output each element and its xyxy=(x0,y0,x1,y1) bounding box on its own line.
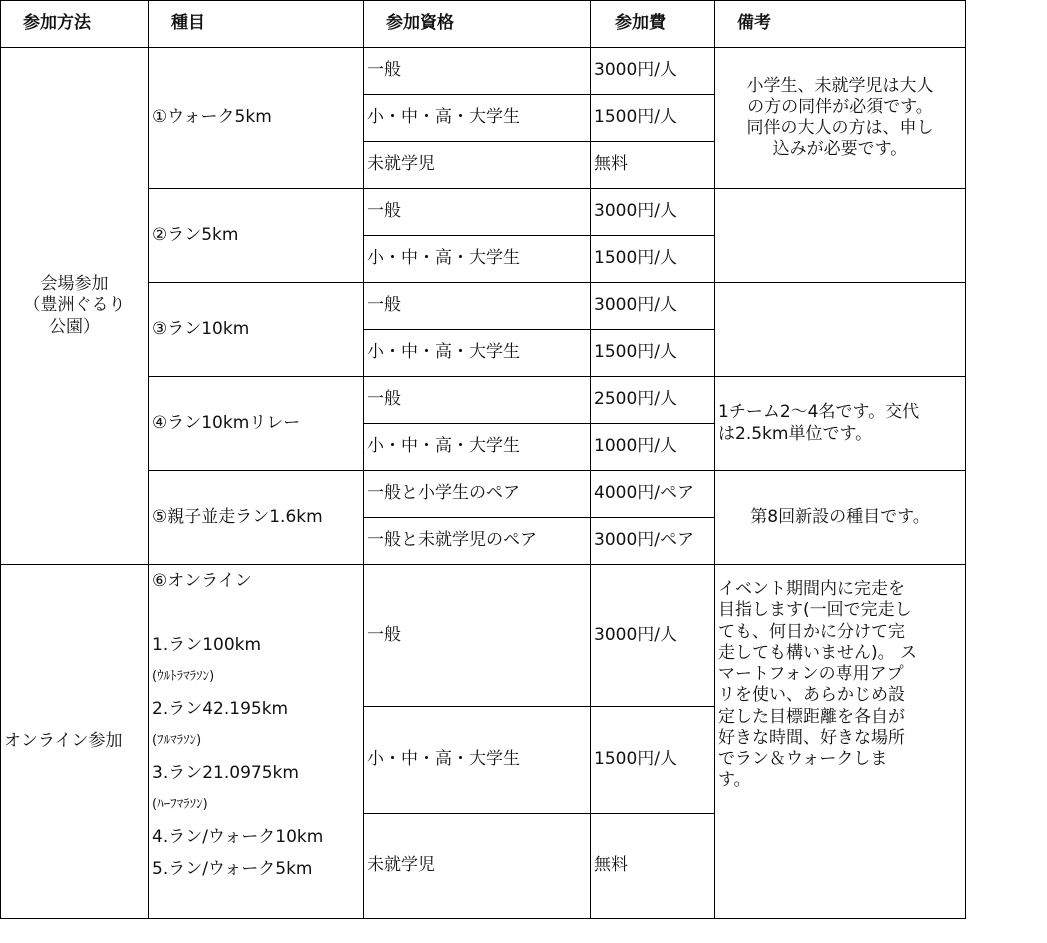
note-run5 xyxy=(715,189,966,283)
note-line: マートフォンの専用アプ xyxy=(718,664,904,684)
online-item: 2.ラン42.195km xyxy=(152,699,289,719)
note-line: イベント期間内に完走を xyxy=(718,579,905,599)
fee-cell: 1500円/人 xyxy=(591,95,715,142)
header-eligibility: 参加資格 xyxy=(364,1,591,48)
note-walk5 xyxy=(715,48,966,189)
fee-cell: 無料 xyxy=(591,142,715,189)
note-line: 好きな時間、好きな場所 xyxy=(718,727,905,748)
event-run5: ②ラン5km xyxy=(149,189,364,283)
eligibility-cell: 一般と未就学児のペア xyxy=(364,518,591,565)
fee-cell: 3000円/人 xyxy=(591,48,715,95)
header-event: 種目 xyxy=(149,1,364,48)
note-line: す。 xyxy=(718,770,751,791)
header-notes: 備考 xyxy=(715,1,966,48)
note-line: 小学生、未就学児は大人 xyxy=(746,75,934,96)
method-venue-line1: 会場参加 xyxy=(40,274,109,295)
online-item: 4.ラン/ウォーク10km xyxy=(152,827,324,847)
eligibility-cell: 一般 xyxy=(364,565,591,707)
eligibility-cell: 一般 xyxy=(364,48,591,95)
event-parent-child: ⑤親子並走ラン1.6km xyxy=(149,471,364,565)
online-item: 3.ラン21.0975km xyxy=(152,763,299,783)
fee-cell: 1000円/人 xyxy=(591,424,715,471)
eligibility-cell: 小・中・高・大学生 xyxy=(364,236,591,283)
note-line: は2.5km単位です。 xyxy=(718,423,873,444)
note-line: 同伴の大人の方は、申し xyxy=(746,118,934,138)
note-line: 込みが必要です。 xyxy=(772,139,908,160)
table-row xyxy=(1,48,966,95)
eligibility-cell: 一般と小学生のペア xyxy=(364,471,591,518)
eligibility-cell: 一般 xyxy=(364,189,591,236)
method-online: オンライン参加 xyxy=(1,565,149,919)
eligibility-cell: 小・中・高・大学生 xyxy=(364,707,591,814)
fee-cell: 1500円/人 xyxy=(591,330,715,377)
event-relay: ④ラン10kmリレー xyxy=(149,377,364,471)
online-item-sub: (ﾌﾙﾏﾗｿﾝ) xyxy=(152,733,202,748)
event-run10: ③ラン10km xyxy=(149,283,364,377)
online-item: 1.ラン100km xyxy=(152,635,262,655)
note-line: 1チーム2～4名です。交代 xyxy=(718,402,920,423)
eligibility-cell: 小・中・高・大学生 xyxy=(364,330,591,377)
note-line: 定した目標距離を各自が xyxy=(718,706,905,727)
method-venue-line2: （豊洲ぐるり xyxy=(23,295,126,316)
header-fee: 参加費 xyxy=(591,1,715,48)
note-line: 第8回新設の種目です。 xyxy=(750,506,930,527)
fee-cell: 1500円/人 xyxy=(591,236,715,283)
event-online xyxy=(149,565,364,919)
note-run10 xyxy=(715,283,966,377)
fee-cell: 2500円/人 xyxy=(591,377,715,424)
header-method: 参加方法 xyxy=(1,1,149,48)
fee-cell: 3000円/ペア xyxy=(591,518,715,565)
fee-cell: 3000円/人 xyxy=(591,189,715,236)
eligibility-cell: 一般 xyxy=(364,283,591,330)
fee-cell: 3000円/人 xyxy=(591,283,715,330)
note-parent-child xyxy=(715,471,966,565)
eligibility-cell: 未就学児 xyxy=(364,814,591,919)
note-relay xyxy=(715,377,966,471)
note-line: 走しても構いません)。 ス xyxy=(718,642,918,663)
online-title: ⑥オンライン xyxy=(152,571,252,591)
online-item: 5.ラン/ウォーク5km xyxy=(152,859,313,879)
eligibility-cell: 未就学児 xyxy=(364,142,591,189)
note-line: リを使い、あらかじめ設 xyxy=(718,685,905,706)
fee-cell: 1500円/人 xyxy=(591,707,715,814)
fee-cell: 3000円/人 xyxy=(591,565,715,707)
note-line: 目指します(一回で完走し xyxy=(718,600,912,621)
fee-cell: 4000円/ペア xyxy=(591,471,715,518)
online-item-sub: (ﾊｰﾌﾏﾗｿﾝ) xyxy=(152,797,208,812)
eligibility-cell: 一般 xyxy=(364,377,591,424)
note-line: ても、何日かに分けて完 xyxy=(718,621,905,642)
note-line: の方の同伴が必須です。 xyxy=(747,96,933,117)
header-row xyxy=(1,1,966,48)
fee-cell: 無料 xyxy=(591,814,715,919)
eligibility-cell: 小・中・高・大学生 xyxy=(364,95,591,142)
online-item-sub: (ｳﾙﾄﾗﾏﾗｿﾝ) xyxy=(152,669,215,684)
method-venue xyxy=(1,48,149,565)
event-walk5: ①ウォーク5km xyxy=(149,48,364,189)
method-venue-line3: 公園） xyxy=(49,316,100,337)
note-line: でラン＆ウォークしま xyxy=(718,749,888,769)
table-row xyxy=(1,565,966,707)
note-online xyxy=(715,565,966,919)
eligibility-cell: 小・中・高・大学生 xyxy=(364,424,591,471)
